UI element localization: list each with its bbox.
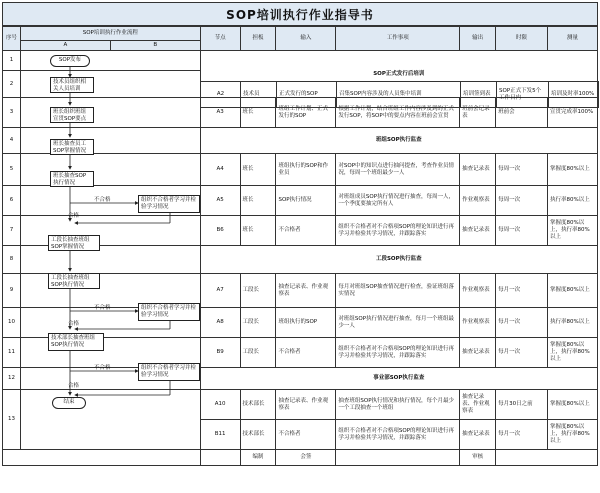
task-cell: 组织不合格者对不合格项SOP的理论知识进行再学习并检验其学习情况，并跟踪落实: [336, 216, 460, 246]
flow-fail-label: 不合格: [94, 365, 111, 371]
owner-cell: 班长: [240, 154, 276, 186]
flow-node-retrain-b6: 组织不合格者学习并检验学习情况: [138, 195, 200, 213]
input-cell: SOP执行情况: [276, 186, 336, 216]
row-number: 3: [3, 98, 21, 128]
input-cell: 不合格者: [276, 216, 336, 246]
table-row: [3, 186, 598, 216]
time-cell: 班前会: [496, 98, 548, 128]
output-cell: 作业观察表: [460, 308, 496, 338]
measure-cell: 执行率80%以上: [548, 308, 598, 338]
section-title: 事业部SOP执行监查: [200, 368, 597, 390]
time-cell: 每周一次: [496, 186, 548, 216]
header-owner: 担板: [240, 27, 276, 51]
footer-compile-value: 会签: [276, 450, 336, 466]
flow-end-node: 结束: [52, 397, 86, 409]
header-measure: 测量: [548, 27, 598, 51]
task-cell: 对班组SOP执行情况进行抽查，每月一个班组最少一人: [336, 308, 460, 338]
owner-cell: 工段长: [240, 274, 276, 308]
row-number: 8: [3, 246, 21, 274]
row-number: 9: [3, 274, 21, 308]
task-cell: 组织不合格者对不合格项SOP的理论知识进行再学习并检验其学习情况，并跟踪落实: [336, 338, 460, 368]
output-cell: 作业观察表: [460, 274, 496, 308]
row-number: 13: [3, 390, 21, 450]
row-number: 11: [3, 338, 21, 368]
flow-node-section-execution: 工段长抽查班组SOP执行情况: [48, 273, 100, 289]
footer-compile-label: 编制: [240, 450, 276, 466]
flow-node-execution-check: 班长抽查SOP执行情况: [50, 171, 94, 187]
owner-cell: 工段长: [240, 338, 276, 368]
flow-node-dept-check: 技术部长抽查班组SOP执行情况: [48, 333, 104, 351]
header-col-a: A: [20, 41, 110, 51]
flow-node-briefing: 班长组织班组宣贯SOP要点: [50, 107, 94, 123]
flow-pass-label: 合格: [68, 213, 80, 219]
measure-cell: 掌握度80%以上，执行率80%以上: [548, 338, 598, 368]
node-cell: A7: [200, 274, 240, 308]
row-number: 5: [3, 154, 21, 186]
time-cell: 每月一次: [496, 308, 548, 338]
node-cell: A8: [200, 308, 240, 338]
table-row: [201, 82, 599, 108]
owner-cell: 工段长: [240, 308, 276, 338]
flow-fail-label: 不合格: [94, 197, 111, 203]
measure-cell: 执行率80%以上: [548, 186, 598, 216]
header-task: 工作事项: [336, 27, 460, 51]
row-number: 12: [3, 368, 21, 390]
header-row: [3, 27, 598, 41]
header-input: 输入: [276, 27, 336, 51]
input-cell: 班组工作计划、正式发行的SOP: [276, 98, 336, 128]
input-cell: 不合格者: [276, 420, 336, 450]
input-cell: 抽查记录表、作业观察表: [276, 390, 336, 420]
owner-cell: 班长: [240, 186, 276, 216]
output-cell: 培训签到表: [461, 82, 497, 108]
table-row: [3, 390, 598, 420]
output-cell: 作业观察表: [460, 186, 496, 216]
input-cell: 班组执行的SOP: [276, 308, 336, 338]
node-cell: B6: [200, 216, 240, 246]
output-cell: 抽查记录表: [460, 420, 496, 450]
output-cell: 抽查记录表: [460, 154, 496, 186]
output-cell: 班前会记录表: [460, 98, 496, 128]
table-row: [3, 368, 598, 390]
header-time: 时限: [496, 27, 548, 51]
row-number: 2: [3, 71, 21, 98]
flow-pass-label: 合格: [68, 321, 80, 327]
flow-node-retrain-b11: 组织不合格者学习并检验学习情况: [138, 363, 200, 381]
node-cell: A5: [200, 186, 240, 216]
output-cell: 抽查记录表: [460, 338, 496, 368]
footer-approve-label: 审核: [460, 450, 496, 466]
task-cell: 根据工作计划，结合班组工作内容涉及到的正式发行SOP，将SOP中的要点内容在班前会宣贯: [336, 98, 460, 128]
measure-cell: 掌握度80%以上: [548, 390, 598, 420]
footer-row: [3, 450, 598, 466]
page-title: SOP培训执行作业指导书: [226, 7, 374, 22]
time-cell: 每月一次: [496, 338, 548, 368]
title-bar: [2, 2, 598, 26]
measure-cell: 掌握度80%以上: [548, 274, 598, 308]
owner-cell: 技术部长: [240, 390, 276, 420]
node-cell: A4: [200, 154, 240, 186]
flow-node-knowledge-check: 班长抽查员工SOP掌握情况: [50, 139, 94, 155]
section-title: SOP正式发行后培训: [200, 51, 597, 98]
measure-cell: 掌握度80%以上，执行率80%以上: [548, 216, 598, 246]
header-output: 输出: [460, 27, 496, 51]
input-cell: 抽查记录表、作业观察表: [276, 274, 336, 308]
output-cell: 抽查记录表、作业观察表: [460, 390, 496, 420]
task-cell: 对班组成员SOP执行情况进行抽查，每周一人，一个季度要抽完所有人: [336, 186, 460, 216]
document-page: [2, 2, 598, 491]
header-seq: 序号: [3, 27, 21, 51]
flow-start-node: SOP发布: [50, 55, 90, 67]
node-cell: B9: [200, 338, 240, 368]
flow-pass-label: 合格: [68, 383, 80, 389]
input-cell: 不合格者: [276, 338, 336, 368]
row-number: 1: [3, 51, 21, 71]
header-node: 节点: [200, 27, 240, 51]
time-cell: 每月一次: [496, 274, 548, 308]
time-cell: 每周一次: [496, 154, 548, 186]
task-cell: 抽查班组SOP执行情况和执行情况，每个月最少一个工段抽查一个班组: [336, 390, 460, 420]
node-cell: A10: [200, 390, 240, 420]
measure-cell: 培训及时率100%: [549, 82, 599, 108]
row-number: 6: [3, 186, 21, 216]
row-number: 10: [3, 308, 21, 338]
task-cell: 召集SOP内容涉及的人员集中培训: [337, 82, 461, 108]
output-cell: 抽查记录表: [460, 216, 496, 246]
time-cell: 每月30日之前: [496, 390, 548, 420]
flow-node-retrain-b9: 组织不合格者学习并检验学习情况: [138, 303, 200, 321]
measure-cell: 宣贯完成率100%: [548, 98, 598, 128]
measure-cell: 掌握度80%以上，执行率80%以上: [548, 420, 598, 450]
task-cell: 对SOP中的知识点进行抽问提查，考查作业员情况，每周一个班组最少一人: [336, 154, 460, 186]
time-cell: SOP正式下发5个工作日内: [497, 82, 549, 108]
flow-fail-label: 不合格: [94, 305, 111, 311]
header-col-b: B: [110, 41, 200, 51]
node-cell: A3: [200, 98, 240, 128]
row-number: 4: [3, 128, 21, 154]
time-cell: 每月一次: [496, 420, 548, 450]
input-cell: 正式发行的SOP: [277, 82, 337, 108]
owner-cell: 班长: [240, 216, 276, 246]
measure-cell: 掌握度80%以上: [548, 154, 598, 186]
task-cell: 每月对班组SOP抽查情况进行检查，验证班组落实情况: [336, 274, 460, 308]
row-number: 7: [3, 216, 21, 246]
node-cell: A2: [201, 82, 241, 108]
a2-row: [200, 81, 599, 108]
task-cell: 组织不合格者对不合格项SOP的理论知识进行再学习并检验其学习情况，并跟踪落实: [336, 420, 460, 450]
header-flow: SOP培训执行作业流程: [20, 27, 200, 41]
flow-node-section-knowledge: 工段长抽查班组SOP掌握情况: [48, 235, 100, 251]
owner-cell: 技术员: [241, 82, 277, 108]
owner-cell: 技术部长: [240, 420, 276, 450]
section-title: 工段SOP执行监查: [200, 246, 597, 274]
time-cell: 每周一次: [496, 216, 548, 246]
section-title: 班组SOP执行监查: [200, 128, 597, 154]
owner-cell: 班长: [240, 98, 276, 128]
flow-node-training: 技术员组织相关人员培训: [50, 77, 94, 93]
input-cell: 班组执行的SOP和作业员: [276, 154, 336, 186]
node-cell: B11: [200, 420, 240, 450]
